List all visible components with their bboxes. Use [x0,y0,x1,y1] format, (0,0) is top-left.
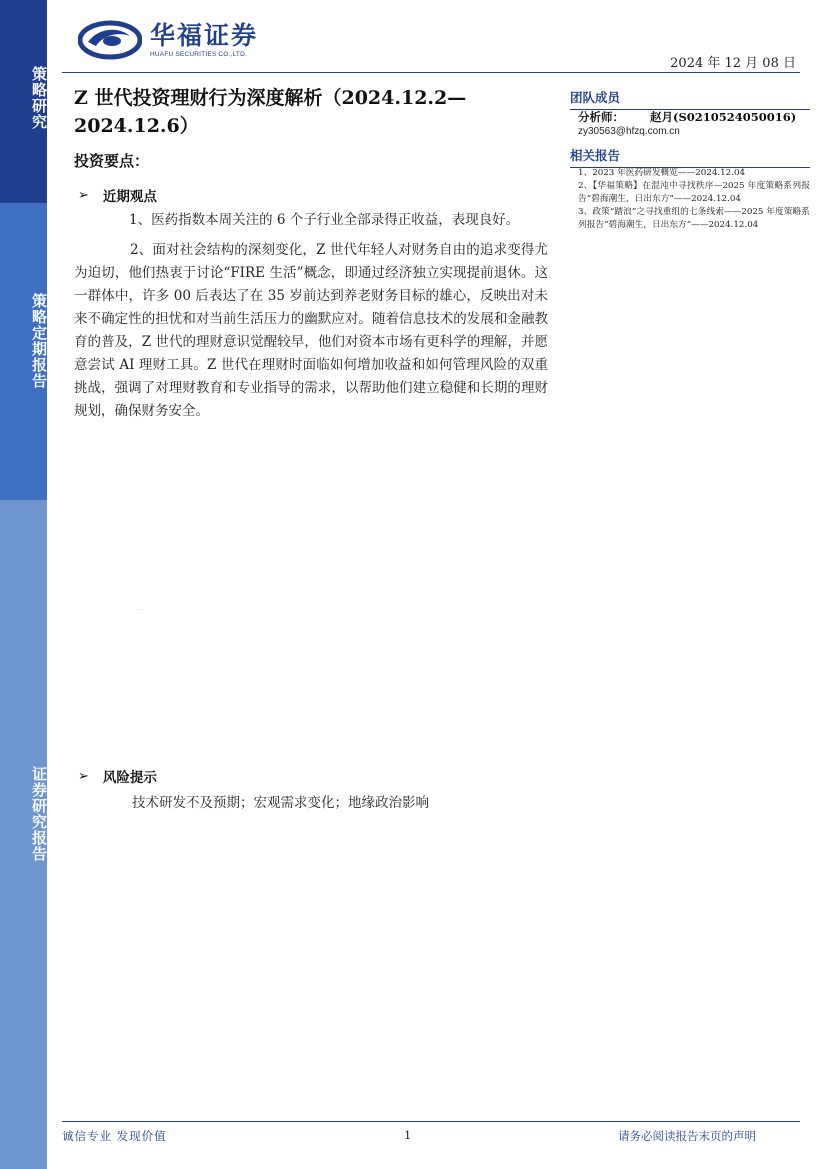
related-report-item[interactable]: 1、2023 年医药研发概览——2024.12.04 [578,168,746,178]
paragraph-2: 2、面对社会结构的深刻变化，Z 世代年轻人对财务自由的追求变得尤为迫切，他们热衷于讨论“FIRE 生活”概念，即通过经济独立实现提前退休。这一群体中，许多 00 后表达了在 35 岁前达到养老财务目标的雄心，反映出对未来不确定性的担忧和对当前生活压力的幽默应对。随着信息技术的发展和金融教育的普及，Z 世代的理财意识觉醒较早，他们对资本市场有更科学的理解，并愿意尝试 AI 理财工具。Z 世代在理财时面临如何增加收益和如何管理风险的双重挑战，强调了对理财教育和专业指导的需求，以帮助他们建立稳健和长期的理财规划，确保财务安全。 [74,242,548,419]
section-heading-risk [78,766,157,786]
side-band-periodic-report [0,203,47,500]
footer-slogan: 诚信专业 发现价值 [62,1129,167,1143]
brand-logo [78,18,258,62]
footer-disclaimer-note: 请务必阅读报告末页的声明 [618,1129,756,1143]
faint-dots: · · [138,607,144,614]
side-band-strategy-research [0,0,47,203]
analyst-role: 分析师： [578,110,624,124]
risk-text: 技术研发不及预期；宏观需求变化；地缘政治影响 [132,795,429,811]
footer-divider [62,1121,800,1122]
huafu-logo-icon [78,20,142,60]
brand-name-cn: 华福证券 [150,21,259,50]
arrow-bullet-icon: ➢ [78,768,89,784]
related-report-item[interactable]: 2、【华福策略】在混沌中寻找秩序—2025 年度策略系列报告“碧海潮生，日出东方”——2024.12.04 [578,181,810,204]
side-band-label-1: 策略研究 [30,66,48,130]
section-heading-recent-views [78,185,157,205]
brand-name-en: HUAFU SECURITIES CO.,LTD. [150,51,247,58]
related-reports-list [578,167,810,232]
team-members-heading: 团队成员 [570,88,810,110]
side-band-label-3: 证券研究报告 [30,766,48,862]
analyst-line [578,109,796,125]
analyst-email[interactable]: zy30563@hfzq.com.cn [578,126,680,137]
section-heading-text: 风险提示 [102,770,157,786]
paragraph-1: 1、医药指数本周关注的 6 个子行业全部录得正收益，表现良好。 [129,212,520,228]
side-band-securities-report [0,500,47,1169]
section-heading-text: 近期观点 [102,189,157,205]
header-divider [62,72,800,73]
analyst-name: 赵月(S0210524050016) [650,110,797,124]
page-number: 1 [404,1128,412,1142]
related-report-item[interactable]: 3、政策“踏浪”之寻找重组的七条线索——2025 年度策略系列报告“碧海潮生，日出东方”——2024.12.04 [578,207,810,230]
side-band-label-2: 策略定期报告 [30,293,48,389]
report-title: Z 世代投资理财行为深度解析（2024.12.2—2024.12.6） [74,87,467,137]
key-points-label: 投资要点： [74,152,150,170]
arrow-bullet-icon: ➢ [78,187,89,203]
related-reports-heading: 相关报告 [570,146,810,168]
report-date: 2024 年 12 月 08 日 [670,56,796,71]
